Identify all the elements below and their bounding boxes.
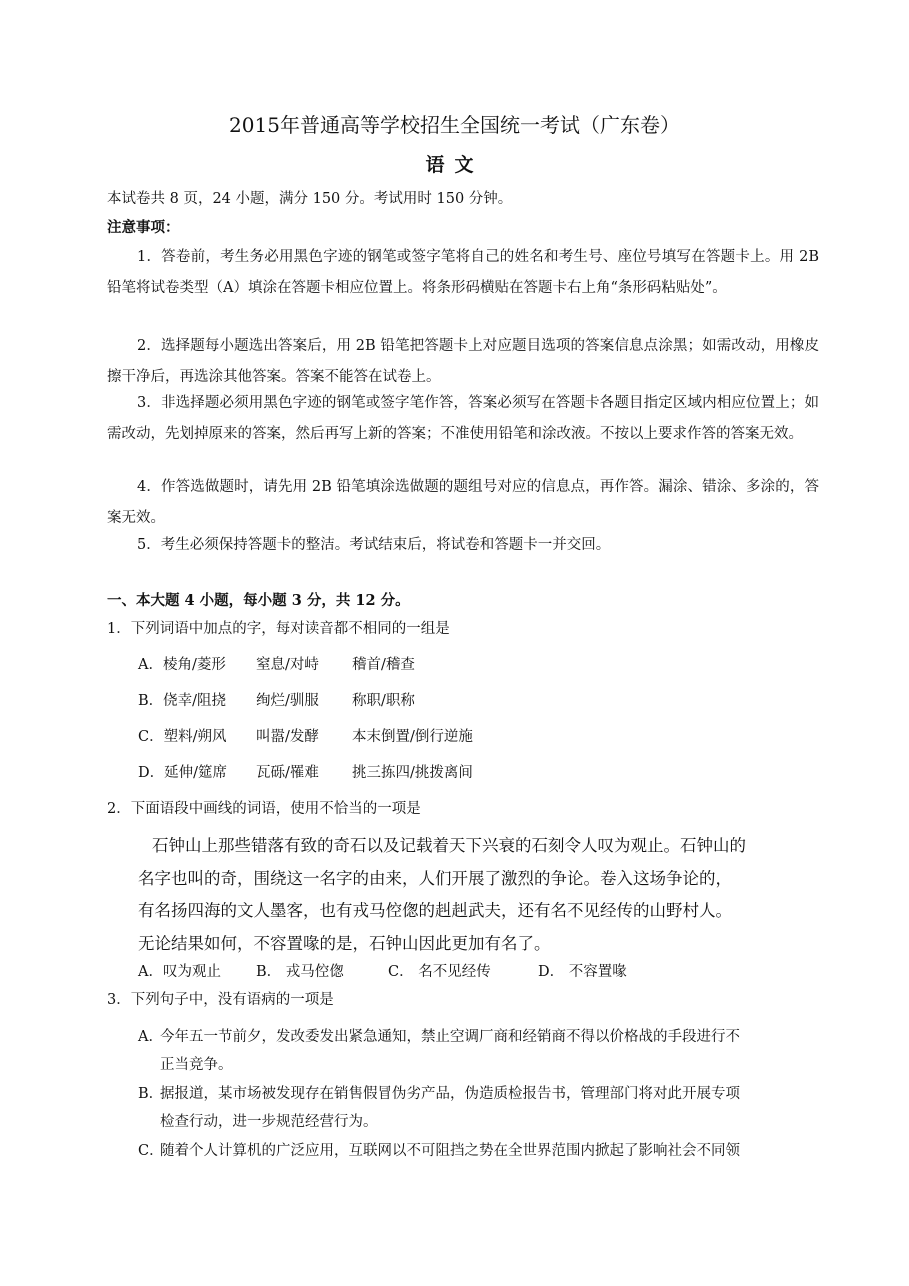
option-row: A．叹为观止 B． 戎马倥偬 C． 名不见经传 D． 不容置喙 [138, 964, 627, 980]
option-row: D．延伸/筵席 瓦砾/罹难 挑三拣四/挑拨离间 [138, 765, 473, 781]
reading-passage [138, 830, 818, 960]
exam-title: 2015年普通高等学校招生全国统一考试（广东卷） [229, 113, 680, 137]
passage-line: 名字也叫的奇，围绕这一名字的由来，人们开展了激烈的争论。卷入这场争论的， [138, 868, 732, 888]
passage-line: 有名扬四海的文人墨客，也有戎马倥偬的赳赳武夫，还有名不见经传的山野村人。 [138, 901, 732, 920]
notice-item: 2．选择题每小题选出答案后，用 2B 铅笔把答题卡上对应题目选项的答案信息点涂黑；如需改动，用橡皮擦干净后，再选涂其他答案。答案不能答在试卷上。 [107, 338, 819, 385]
subject-heading: 语文 [425, 154, 484, 176]
notice-heading: 注意事项： [107, 219, 180, 236]
question-stem: 2．下面语段中画线的词语，使用不恰当的一项是 [107, 801, 421, 817]
option-row: C．塑料/朔风 叫嚣/发酵 本末倒置/倒行逆施 [138, 729, 473, 745]
exam-intro: 本试卷共 8 页，24 小题，满分 150 分。考试用时 150 分钟。 [107, 191, 513, 207]
option-item: A．今年五一节前夕，发改委发出紧急通知，禁止空调厂商和经销商不得以价格战的手段进行不 正当竞争。 [138, 1029, 740, 1073]
notice-item: 4．作答选做题时，请先用 2B 铅笔填涂选做题的题组号对应的信息点，再作答。漏涂、错涂、多涂的，答案无效。 [107, 479, 819, 526]
notice-item: 5．考生必须保持答题卡的整洁。考试结束后，将试卷和答题卡一并交回。 [137, 537, 611, 553]
option-item: B．据报道，某市场被发现存在销售假冒伪劣产品，伪造质检报告书，管理部门将对此开展专项 检查行动，进一步规范经营行为。 [138, 1086, 740, 1130]
option-row: A．棱角/菱形 窒息/对峙 稽首/稽查 [138, 657, 415, 673]
option-row: B．侥幸/阻挠 绚烂/驯服 称职/职称 [138, 693, 415, 709]
notice-item: 3．非选择题必须用黑色字迹的钢笔或签字笔作答，答案必须写在答题卡各题目指定区域内相应位置上；如需改动，先划掉原来的答案，然后再写上新的答案；不准使用铅笔和涂改液。不按以上要求作答的答案无效。 [107, 395, 819, 442]
notice-item: 1．答卷前，考生务必用黑色字迹的钢笔或签字笔将自己的姓名和考生号、座位号填写在答题卡上。用 2B 铅笔将试卷类型（A）填涂在答题卡相应位置上。将条形码横贴在答题卡右上角“条形码粘贴处”。 [107, 249, 819, 296]
question-stem: 3．下列句子中，没有语病的一项是 [107, 992, 334, 1008]
question-stem: 1．下列词语中加点的字，每对读音都不相同的一组是 [107, 621, 450, 637]
option-item: C．随着个人计算机的广泛应用，互联网以不可阻挡之势在全世界范围内掀起了影响社会不同领 [138, 1143, 740, 1159]
section-heading: 一、本大题 4 小题，每小题 3 分，共 12 分。 [107, 592, 410, 609]
passage-line: 无论结果如何，不容置喙的是，石钟山因此更加有名了。 [138, 933, 551, 953]
passage-line: 石钟山上那些错落有致的奇石以及记载着天下兴衰的石刻令人叹为观止。石钟山的 [152, 836, 746, 855]
